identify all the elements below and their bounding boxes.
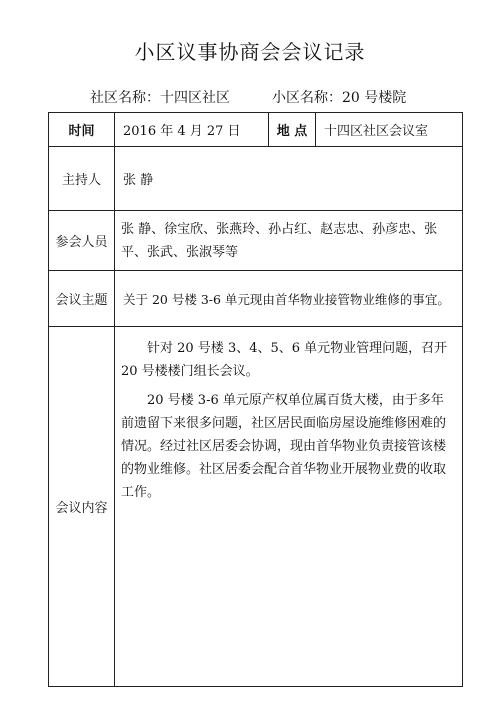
topic-value: 关于 20 号楼 3-6 单元现由首华物业接管物业维修的事宜。: [115, 271, 463, 327]
time-value: 2016 年 4 月 27 日: [115, 113, 269, 147]
host-value: 张 静: [115, 147, 463, 211]
time-label: 时间: [49, 113, 115, 147]
attendees-value: 张 静、徐宝欣、张燕玲、孙占红、赵志忠、孙彦忠、张 平、张武、张淑琴等: [115, 211, 463, 271]
place-value: 十四区社区会议室: [316, 113, 463, 147]
host-label: 主持人: [49, 147, 115, 211]
content-paragraph: 针对 20 号楼 3、4、5、6 单元物业管理问题，召开 20 号楼楼门组长会议。: [121, 341, 448, 379]
topic-row: [49, 271, 463, 327]
topic-label: 会议主题: [49, 271, 115, 327]
content-row: [49, 327, 463, 687]
place-label: 地 点: [269, 113, 316, 147]
record-table: [48, 112, 463, 687]
community-name: 社区名称：十四区社区: [90, 90, 230, 106]
content-body: [115, 327, 463, 687]
host-row: [49, 147, 463, 211]
content-paragraph: 20 号楼 3-6 单元原产权单位属百货大楼，由于多年前遗留下来很多问题，社区居民面临房屋设施维修困难的情况。经过社区居委会协调，现由首华物业负责接管该楼的物业维修。社区居委会配合首华物业开展物业费的收取工作。: [121, 393, 447, 500]
document-title: 小区议事协商会会议记录: [134, 40, 366, 64]
attendees-label: 参会人员: [49, 211, 115, 271]
time-place-row: [49, 113, 463, 147]
compound-name: 小区名称：20 号楼院: [272, 90, 407, 106]
content-label: 会议内容: [49, 327, 115, 687]
attendees-row: [49, 211, 463, 271]
